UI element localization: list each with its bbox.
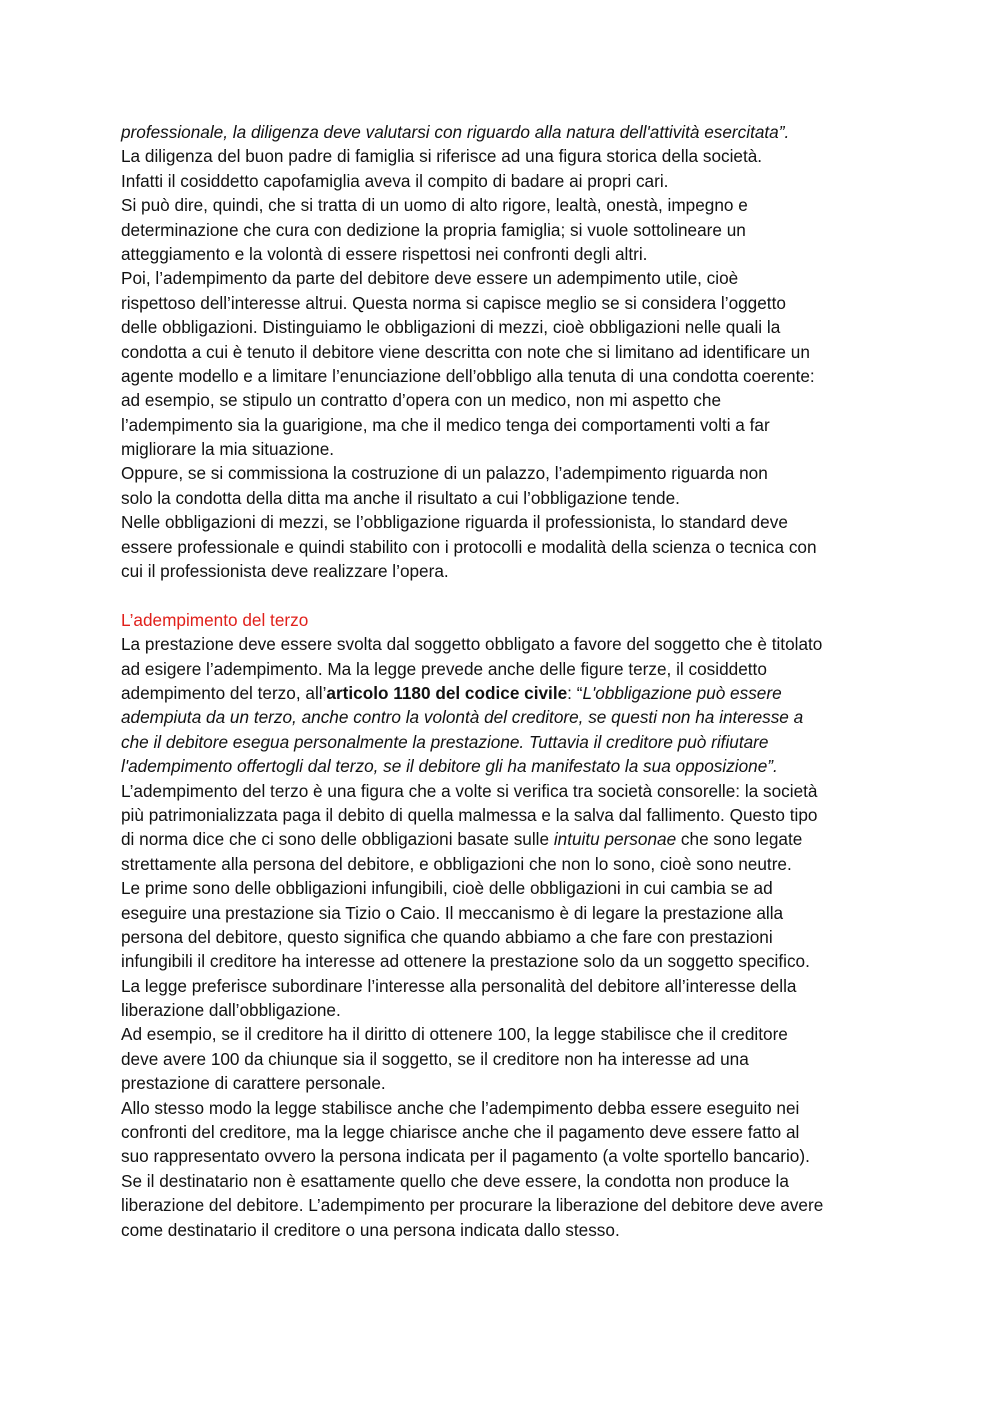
text-line	[121, 461, 891, 485]
text-run: persona del debitore, questo significa che quando abbiamo a che fare con prestazioni	[121, 926, 773, 947]
text-run: determinazione che cura con dedizione la propria famiglia; si vuole sottolineare un	[121, 219, 746, 240]
text-run: confronti del creditore, ma la legge chiarisce anche che il pagamento deve essere fatto al	[121, 1122, 800, 1143]
text-run: Allo stesso modo la legge stabilisce anche che l’adempimento debba essere eseguito nei	[121, 1097, 800, 1118]
document-body	[121, 120, 891, 1242]
text-line	[121, 291, 891, 315]
text-line	[121, 657, 891, 681]
text-run: Infatti il cosiddetto capofamiglia aveva il compito di badare ai propri cari.	[121, 170, 669, 191]
text-line	[121, 266, 891, 290]
section-adempimento-terzo	[121, 632, 891, 1242]
text-run: Ad esempio, se il creditore ha il diritto di ottenere 100, la legge stabilisce che il creditore	[121, 1024, 788, 1045]
text-run: eseguire una prestazione sia Tizio o Caio. Il meccanismo è di legare la prestazione alla	[121, 902, 784, 923]
italic-run: che il debitore esegua personalmente la prestazione. Tuttavia il creditore può rifiutare	[121, 731, 769, 752]
text-run: che sono legate	[676, 829, 803, 850]
text-run: Se il destinatario non è esattamente quello che deve essere, la condotta non produce la	[121, 1170, 789, 1191]
text-run: deve avere 100 da chiunque sia il soggetto, se il creditore non ha interesse ad una	[121, 1048, 749, 1069]
text-line	[121, 437, 891, 461]
section-heading: L’adempimento del terzo	[121, 609, 309, 630]
text-line	[121, 803, 891, 827]
italic-run: l'adempimento offertogli dal terzo, se il debitore gli ha manifestato la sua opposizione”.	[121, 756, 778, 777]
text-line	[121, 1047, 891, 1071]
italic-run: L'obbligazione può essere	[582, 682, 782, 703]
text-line	[121, 193, 891, 217]
text-run: liberazione dall’obbligazione.	[121, 1000, 341, 1021]
text-line	[121, 388, 891, 412]
text-line	[121, 681, 891, 705]
text-line	[121, 925, 891, 949]
section-diligenza	[121, 120, 891, 583]
text-line	[121, 827, 891, 851]
text-line	[121, 779, 891, 803]
text-line	[121, 169, 891, 193]
text-line	[121, 901, 891, 925]
text-run: L’adempimento del terzo è una figura che a volte si verifica tra società consorelle: la società	[121, 780, 818, 801]
text-run: migliorare la mia situazione.	[121, 439, 335, 460]
text-run: essere professionale e quindi stabilito con i protocolli e modalità della scienza o tecnica con	[121, 536, 817, 557]
text-run: Oppure, se si commissiona la costruzione di un palazzo, l’adempimento riguarda non	[121, 463, 768, 484]
text-line	[121, 535, 891, 559]
text-run: Nelle obbligazioni di mezzi, se l’obbligazione riguarda il professionista, lo standard deve	[121, 512, 788, 533]
text-line	[121, 876, 891, 900]
text-run: adempimento del terzo, all’	[121, 682, 327, 703]
text-run: l’adempimento sia la guarigione, ma che il medico tenga dei comportamenti volti a far	[121, 414, 770, 435]
text-line	[121, 1169, 891, 1193]
text-line	[121, 486, 891, 510]
text-run: : “	[567, 682, 583, 703]
text-run: suo rappresentato ovvero la persona indicata per il pagamento (a volte sportello bancario).	[121, 1146, 810, 1167]
text-line	[121, 1120, 891, 1144]
text-run: ad esigere l’adempimento. Ma la legge prevede anche delle figure terze, il cosiddetto	[121, 658, 767, 679]
bold-run: articolo 1180 del codice civile	[326, 682, 568, 703]
text-run: La legge preferisce subordinare l’interesse alla personalità del debitore all’interesse della	[121, 975, 797, 996]
text-run: condotta a cui è tenuto il debitore viene descritta con note che si limitano ad identificare un	[121, 341, 810, 362]
text-run: agente modello e a limitare l’enunciazione dell’obbligo alla tenuta di una condotta coerente:	[121, 365, 815, 386]
text-line	[121, 413, 891, 437]
text-line	[121, 998, 891, 1022]
text-line	[121, 340, 891, 364]
text-run: atteggiamento e la volontà di essere rispettosi nei confronti degli altri.	[121, 243, 648, 264]
text-run: come destinatario il creditore o una persona indicata dallo stesso.	[121, 1219, 620, 1240]
text-line	[121, 730, 891, 754]
text-line	[121, 1022, 891, 1046]
text-run: liberazione del debitore. L’adempimento per procurare la liberazione del debitore deve avere	[121, 1195, 824, 1216]
text-line	[121, 559, 891, 583]
text-line	[121, 1144, 891, 1168]
text-line	[121, 1218, 891, 1242]
text-line	[121, 705, 891, 729]
text-run: La diligenza del buon padre di famiglia si riferisce ad una figura storica della società.	[121, 146, 763, 167]
text-line	[121, 242, 891, 266]
text-line	[121, 364, 891, 388]
text-line	[121, 1096, 891, 1120]
text-run: solo la condotta della ditta ma anche il risultato a cui l’obbligazione tende.	[121, 487, 680, 508]
text-line	[121, 852, 891, 876]
italic-run: adempiuta da un terzo, anche contro la volontà del creditore, se questi non ha interesse a	[121, 707, 804, 728]
text-run: cui il professionista deve realizzare l’opera.	[121, 561, 449, 582]
text-run: più patrimonializzata paga il debito di quella malmessa e la salva dal fallimento. Questo tipo	[121, 804, 818, 825]
text-run: Poi, l’adempimento da parte del debitore deve essere un adempimento utile, cioè	[121, 268, 739, 289]
text-line	[121, 120, 891, 144]
italic-run: professionale, la diligenza deve valutarsi con riguardo alla natura dell'attività esercitata”.	[121, 122, 790, 142]
italic-run: intuitu personae	[553, 829, 677, 850]
text-line	[121, 754, 891, 778]
text-run: delle obbligazioni. Distinguiamo le obbligazioni di mezzi, cioè obbligazioni nelle quali la	[121, 317, 781, 338]
text-line	[121, 1193, 891, 1217]
text-line	[121, 1071, 891, 1095]
text-line	[121, 632, 891, 656]
text-line	[121, 510, 891, 534]
text-run: strettamente alla persona del debitore, e obbligazioni che non lo sono, cioè sono neutre.	[121, 853, 792, 874]
paragraph-gap	[121, 583, 891, 607]
text-run: ad esempio, se stipulo un contratto d’opera con un medico, non mi aspetto che	[121, 390, 722, 411]
text-run: rispettoso dell’interesse altrui. Questa norma si capisce meglio se si considera l’oggetto	[121, 292, 786, 313]
text-line	[121, 949, 891, 973]
text-line	[121, 218, 891, 242]
text-line	[121, 315, 891, 339]
text-line	[121, 144, 891, 168]
text-run: infungibili il creditore ha interesse ad ottenere la prestazione solo da un soggetto specifico.	[121, 951, 810, 972]
text-run: prestazione di carattere personale.	[121, 1073, 386, 1094]
text-run: di norma dice che ci sono delle obbligazioni basate sulle	[121, 829, 554, 850]
text-run: La prestazione deve essere svolta dal soggetto obbligato a favore del soggetto che è titolato	[121, 634, 823, 655]
text-run: Si può dire, quindi, che si tratta di un uomo di alto rigore, lealtà, onestà, impegno e	[121, 195, 748, 216]
text-run: Le prime sono delle obbligazioni infungibili, cioè delle obbligazioni in cui cambia se ad	[121, 878, 773, 899]
text-line	[121, 974, 891, 998]
